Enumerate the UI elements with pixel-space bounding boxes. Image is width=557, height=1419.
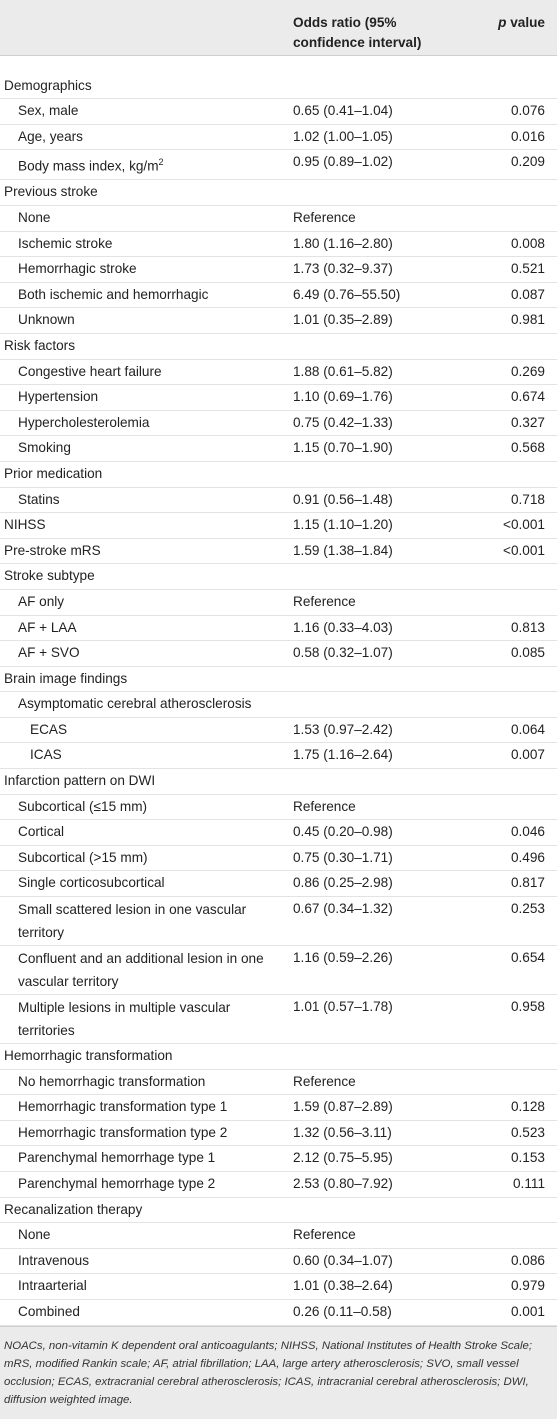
row-p-value: 0.007 [475, 743, 557, 769]
header-p-italic: p [498, 15, 507, 30]
row-label [0, 769, 289, 795]
row-odds-ratio: 1.16 (0.59–2.26) [289, 946, 475, 995]
row-label [0, 995, 289, 1044]
header-row [0, 0, 557, 55]
table-row [0, 794, 557, 820]
table-row [0, 1274, 557, 1300]
row-label [0, 487, 289, 513]
row-label-text: Body mass index, kg/m [18, 158, 159, 174]
row-p-value: 0.016 [475, 124, 557, 150]
table-row [0, 257, 557, 283]
table-row [0, 1248, 557, 1274]
row-p-value: 0.008 [475, 231, 557, 257]
row-label [0, 1146, 289, 1172]
row-odds-ratio [289, 333, 475, 359]
row-p-value: 0.979 [475, 1274, 557, 1300]
row-label [0, 1248, 289, 1274]
row-label [0, 538, 289, 564]
row-odds-ratio: 1.59 (1.38–1.84) [289, 538, 475, 564]
row-odds-ratio: 1.88 (0.61–5.82) [289, 359, 475, 385]
table-row [0, 74, 557, 99]
row-label-text: Both ischemic and hemorrhagic [18, 286, 209, 302]
table-row [0, 461, 557, 487]
row-label [0, 666, 289, 692]
row-label [0, 513, 289, 539]
table-row [0, 1069, 557, 1095]
row-odds-ratio: 0.95 (0.89–1.02) [289, 150, 475, 180]
row-label [0, 206, 289, 232]
row-p-value: 0.153 [475, 1146, 557, 1172]
table-row [0, 820, 557, 846]
row-odds-ratio: 0.65 (0.41–1.04) [289, 99, 475, 125]
row-label-text: Subcortical (≤15 mm) [18, 798, 148, 814]
row-label [0, 333, 289, 359]
table-row [0, 1223, 557, 1249]
row-label-text: Hemorrhagic stroke [18, 261, 137, 277]
row-label [0, 1172, 289, 1198]
row-label [0, 308, 289, 334]
row-label-text: Hypercholesterolemia [18, 414, 150, 430]
row-p-value: 0.327 [475, 410, 557, 436]
row-odds-ratio [289, 1197, 475, 1223]
table-row [0, 206, 557, 232]
row-label [0, 359, 289, 385]
table-row [0, 99, 557, 125]
row-label-text: Confluent and an additional lesion in one vascular territory [18, 951, 264, 990]
header-p-value [475, 0, 557, 55]
table-row [0, 308, 557, 334]
row-p-value [475, 1069, 557, 1095]
row-label-text: Asymptomatic cerebral atherosclerosis [18, 696, 252, 712]
row-label [0, 845, 289, 871]
row-p-value: 0.064 [475, 717, 557, 743]
spacer-row [0, 55, 557, 74]
row-label [0, 1274, 289, 1300]
table-row [0, 769, 557, 795]
row-p-value [475, 1197, 557, 1223]
row-p-value: 0.813 [475, 615, 557, 641]
table-row [0, 1120, 557, 1146]
table-row [0, 1095, 557, 1121]
row-label [0, 1223, 289, 1249]
row-label [0, 794, 289, 820]
table-row [0, 564, 557, 590]
table-row [0, 717, 557, 743]
row-p-value: 0.568 [475, 436, 557, 462]
row-label-text: Intraarterial [18, 1278, 87, 1294]
row-label [0, 385, 289, 411]
row-label-text: Unknown [18, 312, 75, 328]
row-p-value [475, 206, 557, 232]
row-label-text: No hemorrhagic transformation [18, 1073, 206, 1089]
table-row [0, 666, 557, 692]
table-body [0, 55, 557, 1325]
row-label-text: Ischemic stroke [18, 235, 113, 251]
row-odds-ratio [289, 461, 475, 487]
row-label-text: Brain image findings [4, 670, 128, 686]
table-row [0, 946, 557, 995]
row-odds-ratio: 0.86 (0.25–2.98) [289, 871, 475, 897]
row-label-text: Prior medication [4, 465, 103, 481]
row-odds-ratio: 1.10 (0.69–1.76) [289, 385, 475, 411]
row-label [0, 820, 289, 846]
row-odds-ratio: 1.01 (0.38–2.64) [289, 1274, 475, 1300]
table-row [0, 743, 557, 769]
row-p-value: 0.496 [475, 845, 557, 871]
row-label-text: AF + LAA [18, 619, 77, 635]
row-label-text: Hypertension [18, 389, 99, 405]
row-p-value: 0.817 [475, 871, 557, 897]
table-row [0, 150, 557, 180]
row-label [0, 1120, 289, 1146]
row-odds-ratio: 0.26 (0.11–0.58) [289, 1299, 475, 1325]
table-row [0, 436, 557, 462]
row-label [0, 589, 289, 615]
row-odds-ratio: 0.75 (0.30–1.71) [289, 845, 475, 871]
table-row [0, 513, 557, 539]
row-p-value: 0.958 [475, 995, 557, 1044]
row-label [0, 410, 289, 436]
row-p-value: 0.253 [475, 897, 557, 946]
row-odds-ratio: Reference [289, 589, 475, 615]
row-label [0, 615, 289, 641]
row-p-value: 0.076 [475, 99, 557, 125]
row-label [0, 257, 289, 283]
table-row [0, 1172, 557, 1198]
row-label [0, 461, 289, 487]
header-p-rest: value [506, 15, 545, 30]
row-label-text: Intravenous [18, 1252, 90, 1268]
row-label-text: Multiple lesions in multiple vascular territories [18, 1000, 231, 1039]
row-p-value: 0.111 [475, 1172, 557, 1198]
row-odds-ratio: 2.12 (0.75–5.95) [289, 1146, 475, 1172]
row-odds-ratio: 1.32 (0.56–3.11) [289, 1120, 475, 1146]
row-label-text: Statins [18, 491, 60, 507]
row-odds-ratio: 1.01 (0.57–1.78) [289, 995, 475, 1044]
row-label-text: Single corticosubcortical [18, 875, 165, 891]
row-p-value: 0.523 [475, 1120, 557, 1146]
row-p-value: 0.128 [475, 1095, 557, 1121]
row-label-text: Hemorrhagic transformation [4, 1048, 173, 1064]
row-p-value [475, 794, 557, 820]
row-odds-ratio: Reference [289, 1223, 475, 1249]
row-p-value [475, 461, 557, 487]
row-p-value [475, 589, 557, 615]
row-label [0, 717, 289, 743]
row-label-text: Hemorrhagic transformation type 2 [18, 1124, 228, 1140]
row-label-text: Recanalization therapy [4, 1201, 143, 1217]
table-row [0, 124, 557, 150]
table-row [0, 359, 557, 385]
row-label-text: ICAS [30, 747, 62, 763]
row-p-value: 0.269 [475, 359, 557, 385]
row-label [0, 436, 289, 462]
table-row [0, 589, 557, 615]
table-row [0, 487, 557, 513]
row-label [0, 871, 289, 897]
row-p-value [475, 769, 557, 795]
row-p-value: 0.674 [475, 385, 557, 411]
row-p-value [475, 1223, 557, 1249]
table-row [0, 410, 557, 436]
row-label [0, 74, 289, 99]
row-p-value [475, 180, 557, 206]
row-odds-ratio [289, 1044, 475, 1070]
row-label [0, 1095, 289, 1121]
table-row [0, 871, 557, 897]
header-odds-ratio-line1: Odds ratio (95% [293, 15, 397, 30]
row-label-text: AF + SVO [18, 645, 80, 661]
row-label [0, 897, 289, 946]
row-p-value: 0.209 [475, 150, 557, 180]
header-variable [0, 0, 289, 55]
row-label [0, 180, 289, 206]
header-odds-ratio [289, 0, 475, 55]
row-label [0, 641, 289, 667]
table-row [0, 282, 557, 308]
row-odds-ratio [289, 769, 475, 795]
table-row [0, 615, 557, 641]
row-label-text: Stroke subtype [4, 568, 95, 584]
row-odds-ratio: Reference [289, 794, 475, 820]
row-p-value: 0.521 [475, 257, 557, 283]
row-odds-ratio: 0.91 (0.56–1.48) [289, 487, 475, 513]
row-p-value [475, 564, 557, 590]
row-label [0, 282, 289, 308]
table-row [0, 1146, 557, 1172]
table-row [0, 995, 557, 1044]
table-row [0, 231, 557, 257]
row-label-text: Hemorrhagic transformation type 1 [18, 1099, 228, 1115]
row-p-value: <0.001 [475, 538, 557, 564]
row-p-value: 0.087 [475, 282, 557, 308]
row-label-text: Sex, male [18, 103, 79, 119]
row-p-value [475, 333, 557, 359]
row-label [0, 124, 289, 150]
header-odds-ratio-line2: confidence interval) [293, 35, 422, 50]
table-row [0, 1299, 557, 1325]
row-odds-ratio: 1.01 (0.35–2.89) [289, 308, 475, 334]
row-odds-ratio [289, 180, 475, 206]
row-label [0, 1197, 289, 1223]
row-label-text: Parenchymal hemorrhage type 1 [18, 1150, 216, 1166]
row-odds-ratio [289, 692, 475, 718]
row-label [0, 1069, 289, 1095]
table-row [0, 1197, 557, 1223]
table-header [0, 0, 557, 55]
row-label-text: Previous stroke [4, 184, 98, 200]
table-row [0, 692, 557, 718]
table-footnote: NOACs, non-vitamin K dependent oral anticoagulants; NIHSS, National Institutes of Health Stroke Scale; mRS, modified Rankin scale; AF, atrial fibrillation; LAA, large artery atherosclerosis; SVO, small vessel occlusion; ECAS, extracranial cerebral atherosclerosis; ICAS, intracranial cerebral atherosclerosis; DWI, diffusion weighted image. [0, 1326, 557, 1419]
row-p-value: 0.718 [475, 487, 557, 513]
table-row [0, 180, 557, 206]
row-p-value: 0.046 [475, 820, 557, 846]
row-label-text: Combined [18, 1303, 80, 1319]
table-row [0, 1044, 557, 1070]
row-odds-ratio: 1.80 (1.16–2.80) [289, 231, 475, 257]
row-odds-ratio: 0.45 (0.20–0.98) [289, 820, 475, 846]
row-label [0, 1044, 289, 1070]
row-label-text: Congestive heart failure [18, 363, 162, 379]
row-label [0, 692, 289, 718]
row-odds-ratio: 0.75 (0.42–1.33) [289, 410, 475, 436]
row-label-text: Infarction pattern on DWI [4, 773, 156, 789]
row-label [0, 99, 289, 125]
row-label-text: Cortical [18, 824, 65, 840]
row-odds-ratio: 1.59 (0.87–2.89) [289, 1095, 475, 1121]
row-p-value [475, 74, 557, 99]
row-odds-ratio: 1.02 (1.00–1.05) [289, 124, 475, 150]
row-p-value [475, 692, 557, 718]
row-label [0, 231, 289, 257]
row-label-text: Age, years [18, 128, 83, 144]
row-odds-ratio: 1.15 (1.10–1.20) [289, 513, 475, 539]
row-label-text: Pre-stroke mRS [4, 542, 101, 558]
row-odds-ratio: 6.49 (0.76–55.50) [289, 282, 475, 308]
table-row [0, 641, 557, 667]
row-label-superscript: 2 [158, 157, 164, 168]
row-label-text: ECAS [30, 721, 68, 737]
row-p-value: <0.001 [475, 513, 557, 539]
row-label-text: Small scattered lesion in one vascular territory [18, 902, 247, 941]
row-label-text: Smoking [18, 440, 71, 456]
row-odds-ratio: 0.67 (0.34–1.32) [289, 897, 475, 946]
row-label [0, 564, 289, 590]
row-label-text: AF only [18, 593, 65, 609]
row-odds-ratio: 1.73 (0.32–9.37) [289, 257, 475, 283]
row-odds-ratio: 1.75 (1.16–2.64) [289, 743, 475, 769]
row-odds-ratio: 1.16 (0.33–4.03) [289, 615, 475, 641]
row-p-value: 0.086 [475, 1248, 557, 1274]
row-label-text: Demographics [4, 77, 92, 93]
table-row [0, 845, 557, 871]
row-label [0, 150, 289, 180]
row-odds-ratio: 0.58 (0.32–1.07) [289, 641, 475, 667]
table-row [0, 538, 557, 564]
row-label-text: None [18, 210, 51, 225]
row-label-text: Subcortical (>15 mm) [18, 849, 148, 865]
row-label [0, 946, 289, 995]
row-odds-ratio: Reference [289, 1069, 475, 1095]
row-label-text: Parenchymal hemorrhage type 2 [18, 1176, 216, 1191]
row-p-value [475, 1044, 557, 1070]
row-odds-ratio: 1.53 (0.97–2.42) [289, 717, 475, 743]
row-p-value: 0.085 [475, 641, 557, 667]
row-label-text: Risk factors [4, 337, 76, 353]
row-p-value: 0.654 [475, 946, 557, 995]
row-p-value [475, 666, 557, 692]
row-odds-ratio [289, 666, 475, 692]
row-odds-ratio: Reference [289, 206, 475, 232]
row-label-text: None [18, 1227, 51, 1243]
row-label [0, 743, 289, 769]
row-label-text: NIHSS [4, 517, 46, 533]
table-row [0, 385, 557, 411]
table-row [0, 897, 557, 946]
row-odds-ratio [289, 564, 475, 590]
row-label [0, 1299, 289, 1325]
row-odds-ratio: 1.15 (0.70–1.90) [289, 436, 475, 462]
table-row [0, 333, 557, 359]
row-p-value: 0.001 [475, 1299, 557, 1325]
row-odds-ratio [289, 74, 475, 99]
row-p-value: 0.981 [475, 308, 557, 334]
row-odds-ratio: 2.53 (0.80–7.92) [289, 1172, 475, 1198]
row-odds-ratio: 0.60 (0.34–1.07) [289, 1248, 475, 1274]
